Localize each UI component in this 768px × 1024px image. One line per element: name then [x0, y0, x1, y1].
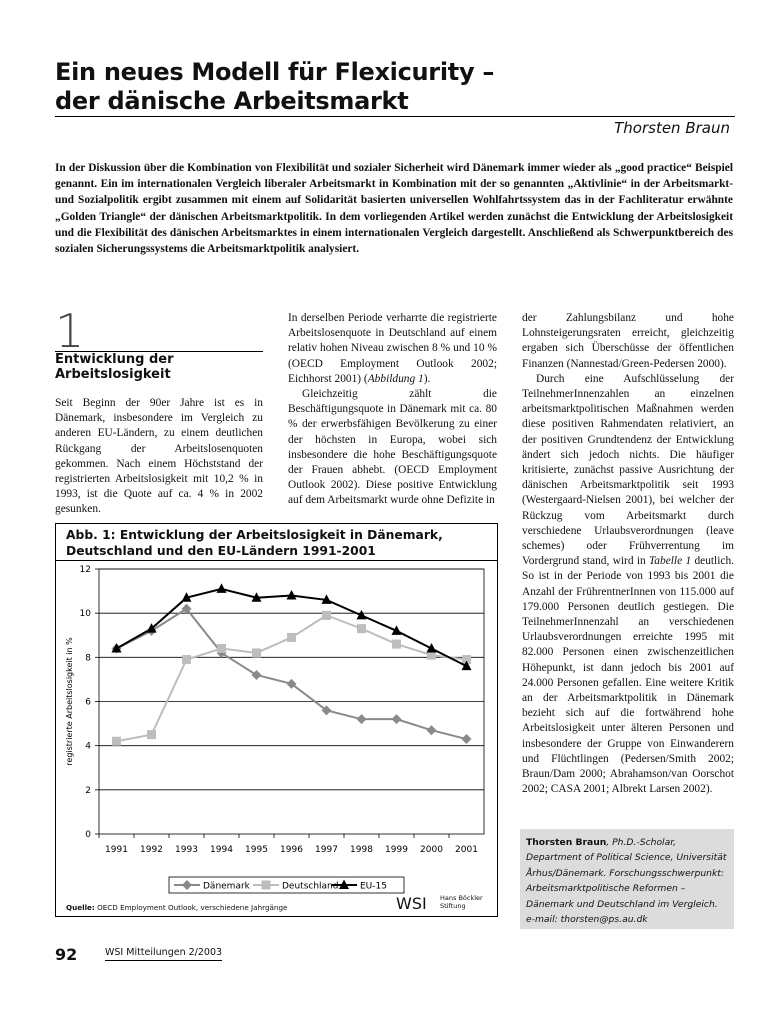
- info-email: e-mail: thorsten@ps.au.dk: [526, 914, 648, 926]
- data-point: [392, 714, 402, 724]
- data-point: [252, 670, 262, 680]
- paragraph: der Zahlungsbilanz und hohe Lohnsteigerungsraten erreicht, gleichzeitig ergaben sich Überschüsse der öffentlichen Finanzen (Nannestad/Green-Pedersen 2000).: [522, 312, 734, 370]
- author: Thorsten Braun: [614, 119, 730, 137]
- source-label: Quelle:: [66, 903, 95, 912]
- magazine-name: WSI Mitteilungen 2/2003: [105, 947, 222, 961]
- data-point: [357, 624, 366, 633]
- text: Durch eine Aufschlüsselung der TeilnehmerInnenzahlen an einzelnen arbeitsmarktpolitischen Maßnahmen werden diese positiven Rahmendaten relativiert, an der positiven Grundtendenz der Entwicklung ändert sich jedoch nichts. Die häufiger kritisierte, zunächst passive Ausrichtung der dänischen Arbeitsmarktpolitik seit 1993 (Westergaard-Nielsen 2001), bei welcher der Rückzug vom Arbeitsmarkt durch verschiedene Urlaubsverordnungen (leave schemes) oder Frühverrentung im Vordergrund stand, wird in: [522, 372, 734, 568]
- title-rule: [55, 116, 735, 117]
- y-tick-label: 0: [85, 830, 91, 840]
- text: deutlich. So ist in der Periode von 1993 bis 2001 die Anzahl der FrührentnerInnen von 115.000 auf 179.000 Personen deutlich gestiegen. Die TeilnehmerInnenzahl an verschiedenen Urlaubsverordnungen erreichte 1995 mit 82.000 Personen einen zwischenzeitlichen Höhepunkt, ist dann jedoch bis 2001 auf 24.000 Personen gefallen. Eine weitere Kritik an der Arbeitsmarktpolitik in Dänemark bezieht sich auf die fortwährend hohe Arbeitslosigkeit unter älteren Personen und insbesondere der Gruppe von Einwanderern und Flüchtlingen (Pedersen/Smith 2002; Braun/Dam 2000; Abrahamson/van Oorschot 2002; CASA 2001; Albrekt Larsen 2002).: [522, 555, 734, 796]
- data-point: [322, 611, 331, 620]
- text: ).: [423, 372, 431, 385]
- data-point: [287, 633, 296, 642]
- x-tick-label: 2000: [420, 845, 443, 855]
- x-tick-label: 1998: [350, 845, 373, 855]
- series-line-eu-15: [117, 589, 467, 666]
- data-point: [182, 655, 191, 664]
- section-title: Entwicklung der Arbeitslosigkeit: [55, 352, 174, 382]
- title-line-1: Ein neues Modell für Flexicurity –: [55, 58, 495, 86]
- section-number: 1: [55, 304, 85, 358]
- data-point: [357, 714, 367, 724]
- x-tick-label: 1996: [280, 845, 303, 855]
- source-text: OECD Employment Outlook, verschiedene Jahrgänge: [97, 903, 288, 912]
- x-tick-label: 1995: [245, 845, 268, 855]
- abstract: In der Diskussion über die Kombination von Flexibilität und sozialer Sicherheit wird Dänemark immer wieder als „good practice“ Beispiel genannt. Ein im internationalen Vergleich liberaler Arbeitsmarkt in Kombination mit der so genannten „Aktivlinie“ in der Arbeitsmarkt- und Sozialpolitik ergibt zusammen mit einem auf Solidarität basierten universellen Wohlfahrtssystem das in der Fachliteratur erwähnte „Golden Triangle“ der dänischen Arbeitsmarktpolitik. In dem vorliegenden Artikel werden zunächst die Entwicklung der Arbeitslosigkeit und die Flexibilität des dänischen Arbeitsmarktes in einem internationalen Vergleich dargestellt. Anschließend als Schwerpunktbereich des sozialen Sicherungssystems die Arbeitsmarktpolitik analysiert.: [55, 162, 733, 256]
- figure-reference: Abbildung 1: [367, 372, 424, 385]
- x-tick-label: 1993: [175, 845, 198, 855]
- data-point: [427, 725, 437, 735]
- data-point: [392, 640, 401, 649]
- data-point: [252, 648, 261, 657]
- series-line-dänemark: [117, 609, 467, 739]
- figure-source: [66, 903, 287, 912]
- column-2: [288, 311, 497, 509]
- legend-label: Deutschland: [282, 881, 339, 892]
- data-point: [112, 737, 121, 746]
- info-name: Thorsten Braun: [526, 837, 607, 848]
- y-tick-label: 4: [85, 741, 91, 752]
- x-tick-label: 1992: [140, 845, 163, 855]
- page-number: 92: [55, 945, 78, 964]
- paragraph: Seit Beginn der 90er Jahre ist es in Dänemark, insbesondere im Vergleich zu anderen EU-Ländern, zu einem deutlichen Rückgang der Arbeitslosenquoten gekommen. Nach einem Höchststand der registrierten Arbeitslosigkeit mit 10,2 % in 1993, ist die Quote auf ca. 4 % in 2002 gesunken.: [55, 397, 263, 516]
- boeckler-line-2: Stiftung: [440, 902, 466, 910]
- legend-label: Dänemark: [203, 881, 250, 892]
- figure-caption: Abb. 1: Entwicklung der Arbeitslosigkeit in Dänemark, Deutschland und den EU-Ländern 1991-2001: [66, 528, 443, 558]
- x-tick-label: 2001: [455, 845, 478, 855]
- x-tick-label: 1994: [210, 845, 233, 855]
- author-info-box: [520, 829, 734, 929]
- text: In derselben Periode verharrte die registrierte Arbeitslosenquote in Deutschland auf einem relativ hohen Niveau zwischen 8 % und 10 % (OECD Employment Outlook 2002; Eichhorst 2001) (: [288, 312, 497, 385]
- wsi-logo: WSI: [396, 894, 427, 913]
- y-tick-label: 8: [85, 653, 91, 664]
- figure-1: [55, 523, 498, 917]
- paragraph: Gleichzeitig zählt die Beschäftigungsquote in Dänemark mit ca. 80 % der erwerbsfähigen Bevölkerung zu einer der höchsten in Europa, wobei sich insbesondere die hohe Beschäftigungsquote der Frauen abhebt. (OECD Employment Outlook 2002). Diese positive Entwicklung auf dem Arbeitsmarkt wurde ohne Defizite in: [288, 388, 497, 507]
- y-tick-label: 12: [79, 565, 91, 575]
- x-tick-label: 1997: [315, 845, 338, 855]
- article-title: [55, 58, 735, 116]
- data-point: [217, 583, 227, 593]
- data-point: [147, 730, 156, 739]
- info-text: , Ph.D.-Scholar, Department of Political Science, Universität Århus/Dänemark. Forschungsschwerpunkt: Arbeitsmarktpolitische Reformen – Dänemark und Deutschland im Vergleich.: [526, 837, 727, 910]
- legend-marker: [262, 881, 271, 890]
- line-chart: [56, 561, 497, 911]
- legend-label: EU-15: [360, 881, 387, 892]
- x-tick-label: 1999: [385, 845, 408, 855]
- column-3: [522, 311, 734, 798]
- boeckler-logo: [440, 894, 483, 910]
- paragraph: [522, 372, 734, 798]
- data-point: [217, 644, 226, 653]
- y-axis-label: registrierte Arbeitslosigkeit in %: [65, 637, 74, 766]
- table-reference: Tabelle 1: [649, 555, 692, 568]
- y-tick-label: 2: [85, 785, 91, 796]
- column-1: [55, 396, 263, 518]
- title-line-2: der dänische Arbeitsmarkt: [55, 87, 409, 115]
- data-point: [462, 734, 472, 744]
- y-tick-label: 10: [79, 609, 91, 620]
- x-tick-label: 1991: [105, 845, 128, 855]
- boeckler-line-1: Hans Böckler: [440, 894, 483, 902]
- paragraph: [288, 311, 497, 387]
- y-tick-label: 6: [85, 697, 91, 708]
